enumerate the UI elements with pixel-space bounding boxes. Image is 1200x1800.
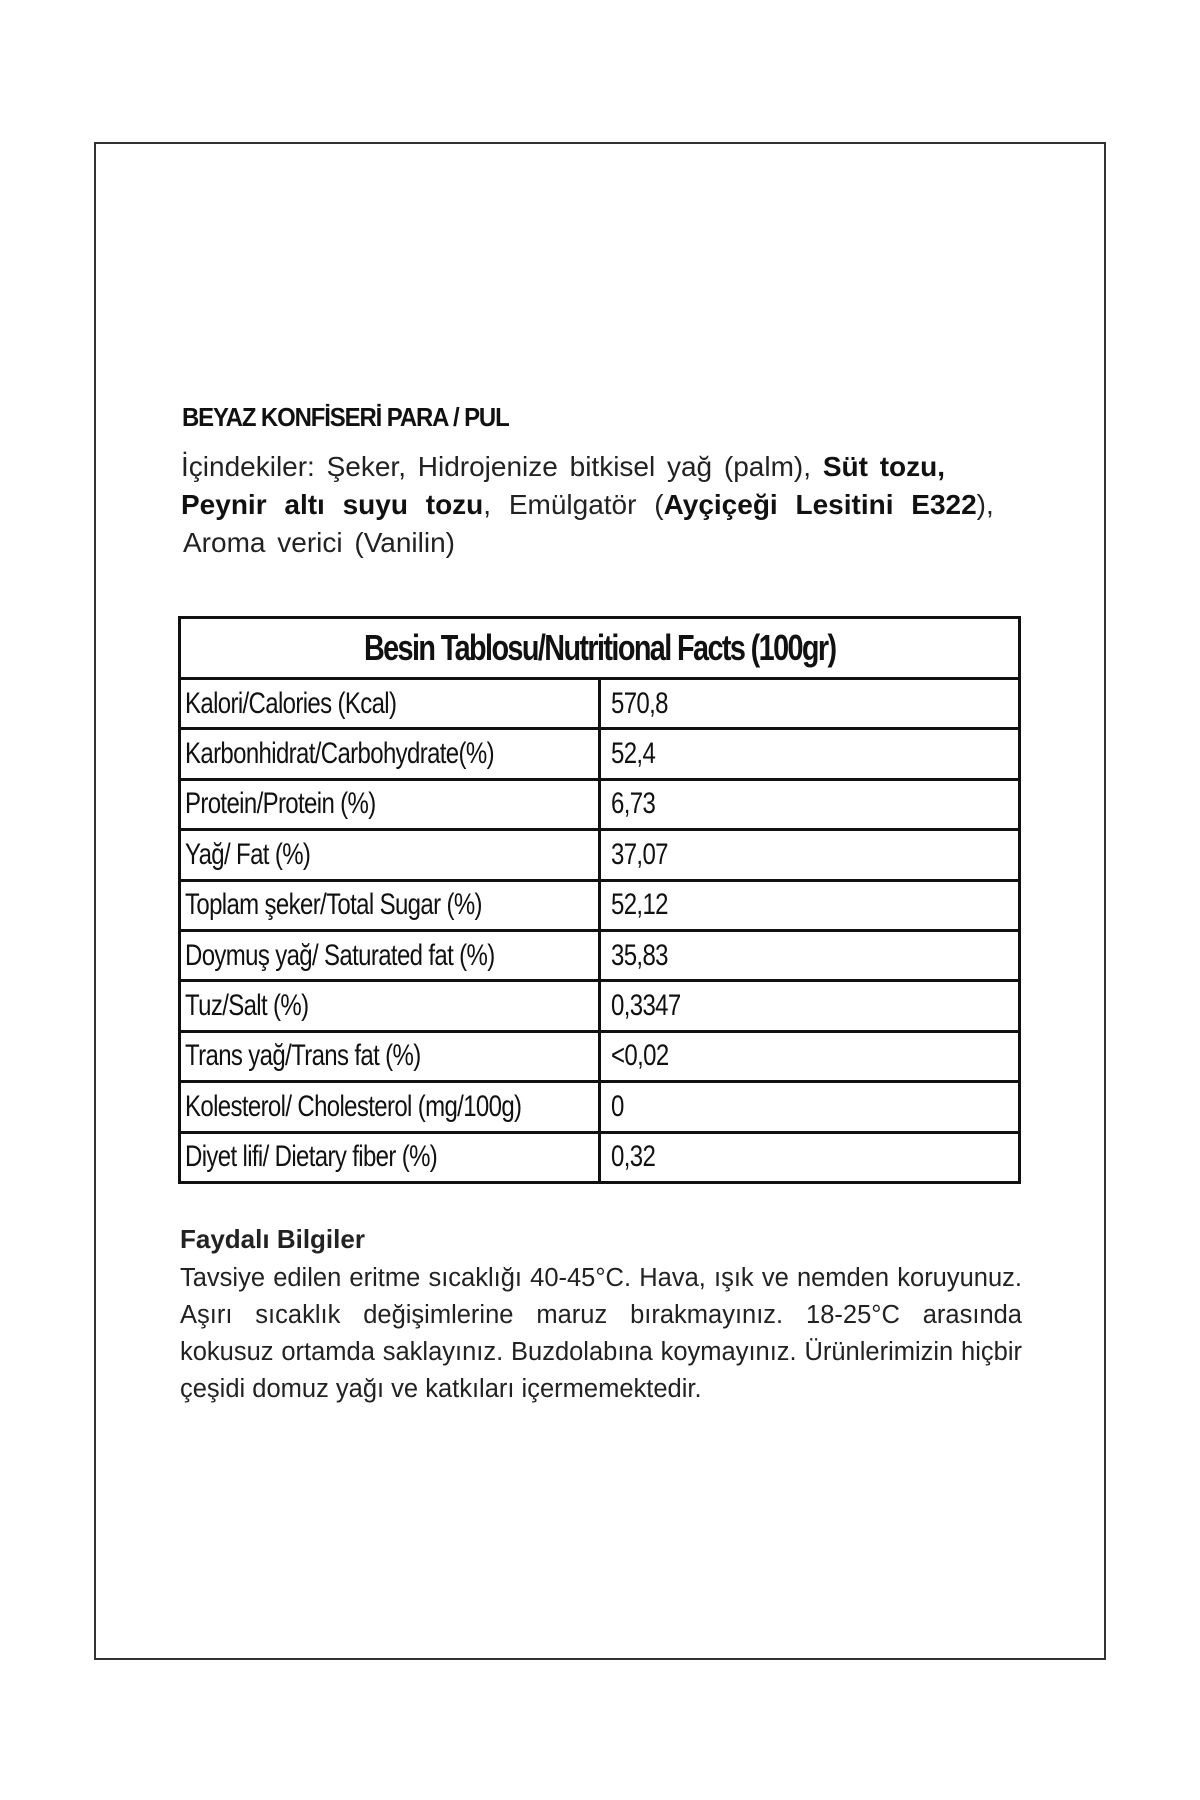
- table-row: [180, 1082, 1020, 1132]
- ingredients-text: Aroma verici (Vanilin): [183, 527, 455, 558]
- ingredients-text: , Emülgatör (: [483, 489, 664, 520]
- table-row: [180, 1132, 1020, 1182]
- nutrient-label: Protein/Protein (%): [180, 779, 600, 829]
- ingredients-line-2: [181, 486, 1011, 524]
- nutrient-label: Trans yağ/Trans fat (%): [180, 1031, 600, 1081]
- nutrient-value: 6,73: [600, 779, 1020, 829]
- nutrient-label: Kolesterol/ Cholesterol (mg/100g): [180, 1082, 600, 1132]
- nutrient-label: Yağ/ Fat (%): [180, 830, 600, 880]
- nutrient-value: <0,02: [600, 1031, 1020, 1081]
- nutrient-label: Kalori/Calories (Kcal): [180, 679, 600, 729]
- table-row: [180, 1031, 1020, 1081]
- nutrient-value: 37,07: [600, 830, 1020, 880]
- table-row: [180, 729, 1020, 779]
- nutrient-value: 0,3347: [600, 981, 1020, 1031]
- product-title: BEYAZ KONFİSERİ PARA / PUL: [182, 402, 509, 432]
- ingredient-allergen: Süt tozu,: [822, 451, 946, 482]
- ingredients-list: [181, 448, 1011, 562]
- nutrient-label: Karbonhidrat/Carbohydrate(%): [180, 729, 600, 779]
- useful-info-text: Tavsiye edilen eritme sıcaklığı 40-45°C. Hava, ışık ve nemden koruyunuz. Aşırı sıcaklık değişimlerine maruz bırakmayınız. 18-25°C arasında kokusuz ortamda saklayınız. Buzdolabına koymayınız. Ürünlerimizin hiçbir çeşidi domuz yağı ve katkıları içermemektedir.: [180, 1264, 1022, 1403]
- ingredients-text: İçindekiler: Şeker, Hidrojenize bitkisel yağ (palm),: [181, 451, 823, 482]
- nutrition-table-title: Besin Tablosu/Nutritional Facts (100gr): [363, 627, 836, 668]
- useful-info-title: Faydalı Bilgiler: [180, 1224, 365, 1254]
- ingredients-line-3: [181, 524, 1011, 562]
- nutrient-value: 52,12: [600, 880, 1020, 930]
- table-row: [180, 930, 1020, 980]
- nutrient-label: Doymuş yağ/ Saturated fat (%): [180, 930, 600, 980]
- ingredients-line-1: [181, 448, 1011, 486]
- nutrition-table-header: [180, 618, 1020, 679]
- ingredients-text: ),: [976, 489, 994, 520]
- table-row: [180, 779, 1020, 829]
- nutrient-label: Tuz/Salt (%): [180, 981, 600, 1031]
- nutrient-value: 0,32: [600, 1132, 1020, 1182]
- ingredient-allergen: Peynir altı suyu tozu: [181, 489, 484, 520]
- ingredient-allergen: Ayçiçeği Lesitini E322: [663, 489, 977, 520]
- nutrient-label: Diyet lifi/ Dietary fiber (%): [180, 1132, 600, 1182]
- nutrient-value: 0: [600, 1082, 1020, 1132]
- table-row: [180, 679, 1020, 729]
- nutrition-table: [178, 616, 1021, 1184]
- nutrient-value: 52,4: [600, 729, 1020, 779]
- table-row: [180, 981, 1020, 1031]
- table-row: [180, 830, 1020, 880]
- table-row: [180, 880, 1020, 930]
- nutrient-label: Toplam şeker/Total Sugar (%): [180, 880, 600, 930]
- nutrient-value: 35,83: [600, 930, 1020, 980]
- nutrient-value: 570,8: [600, 679, 1020, 729]
